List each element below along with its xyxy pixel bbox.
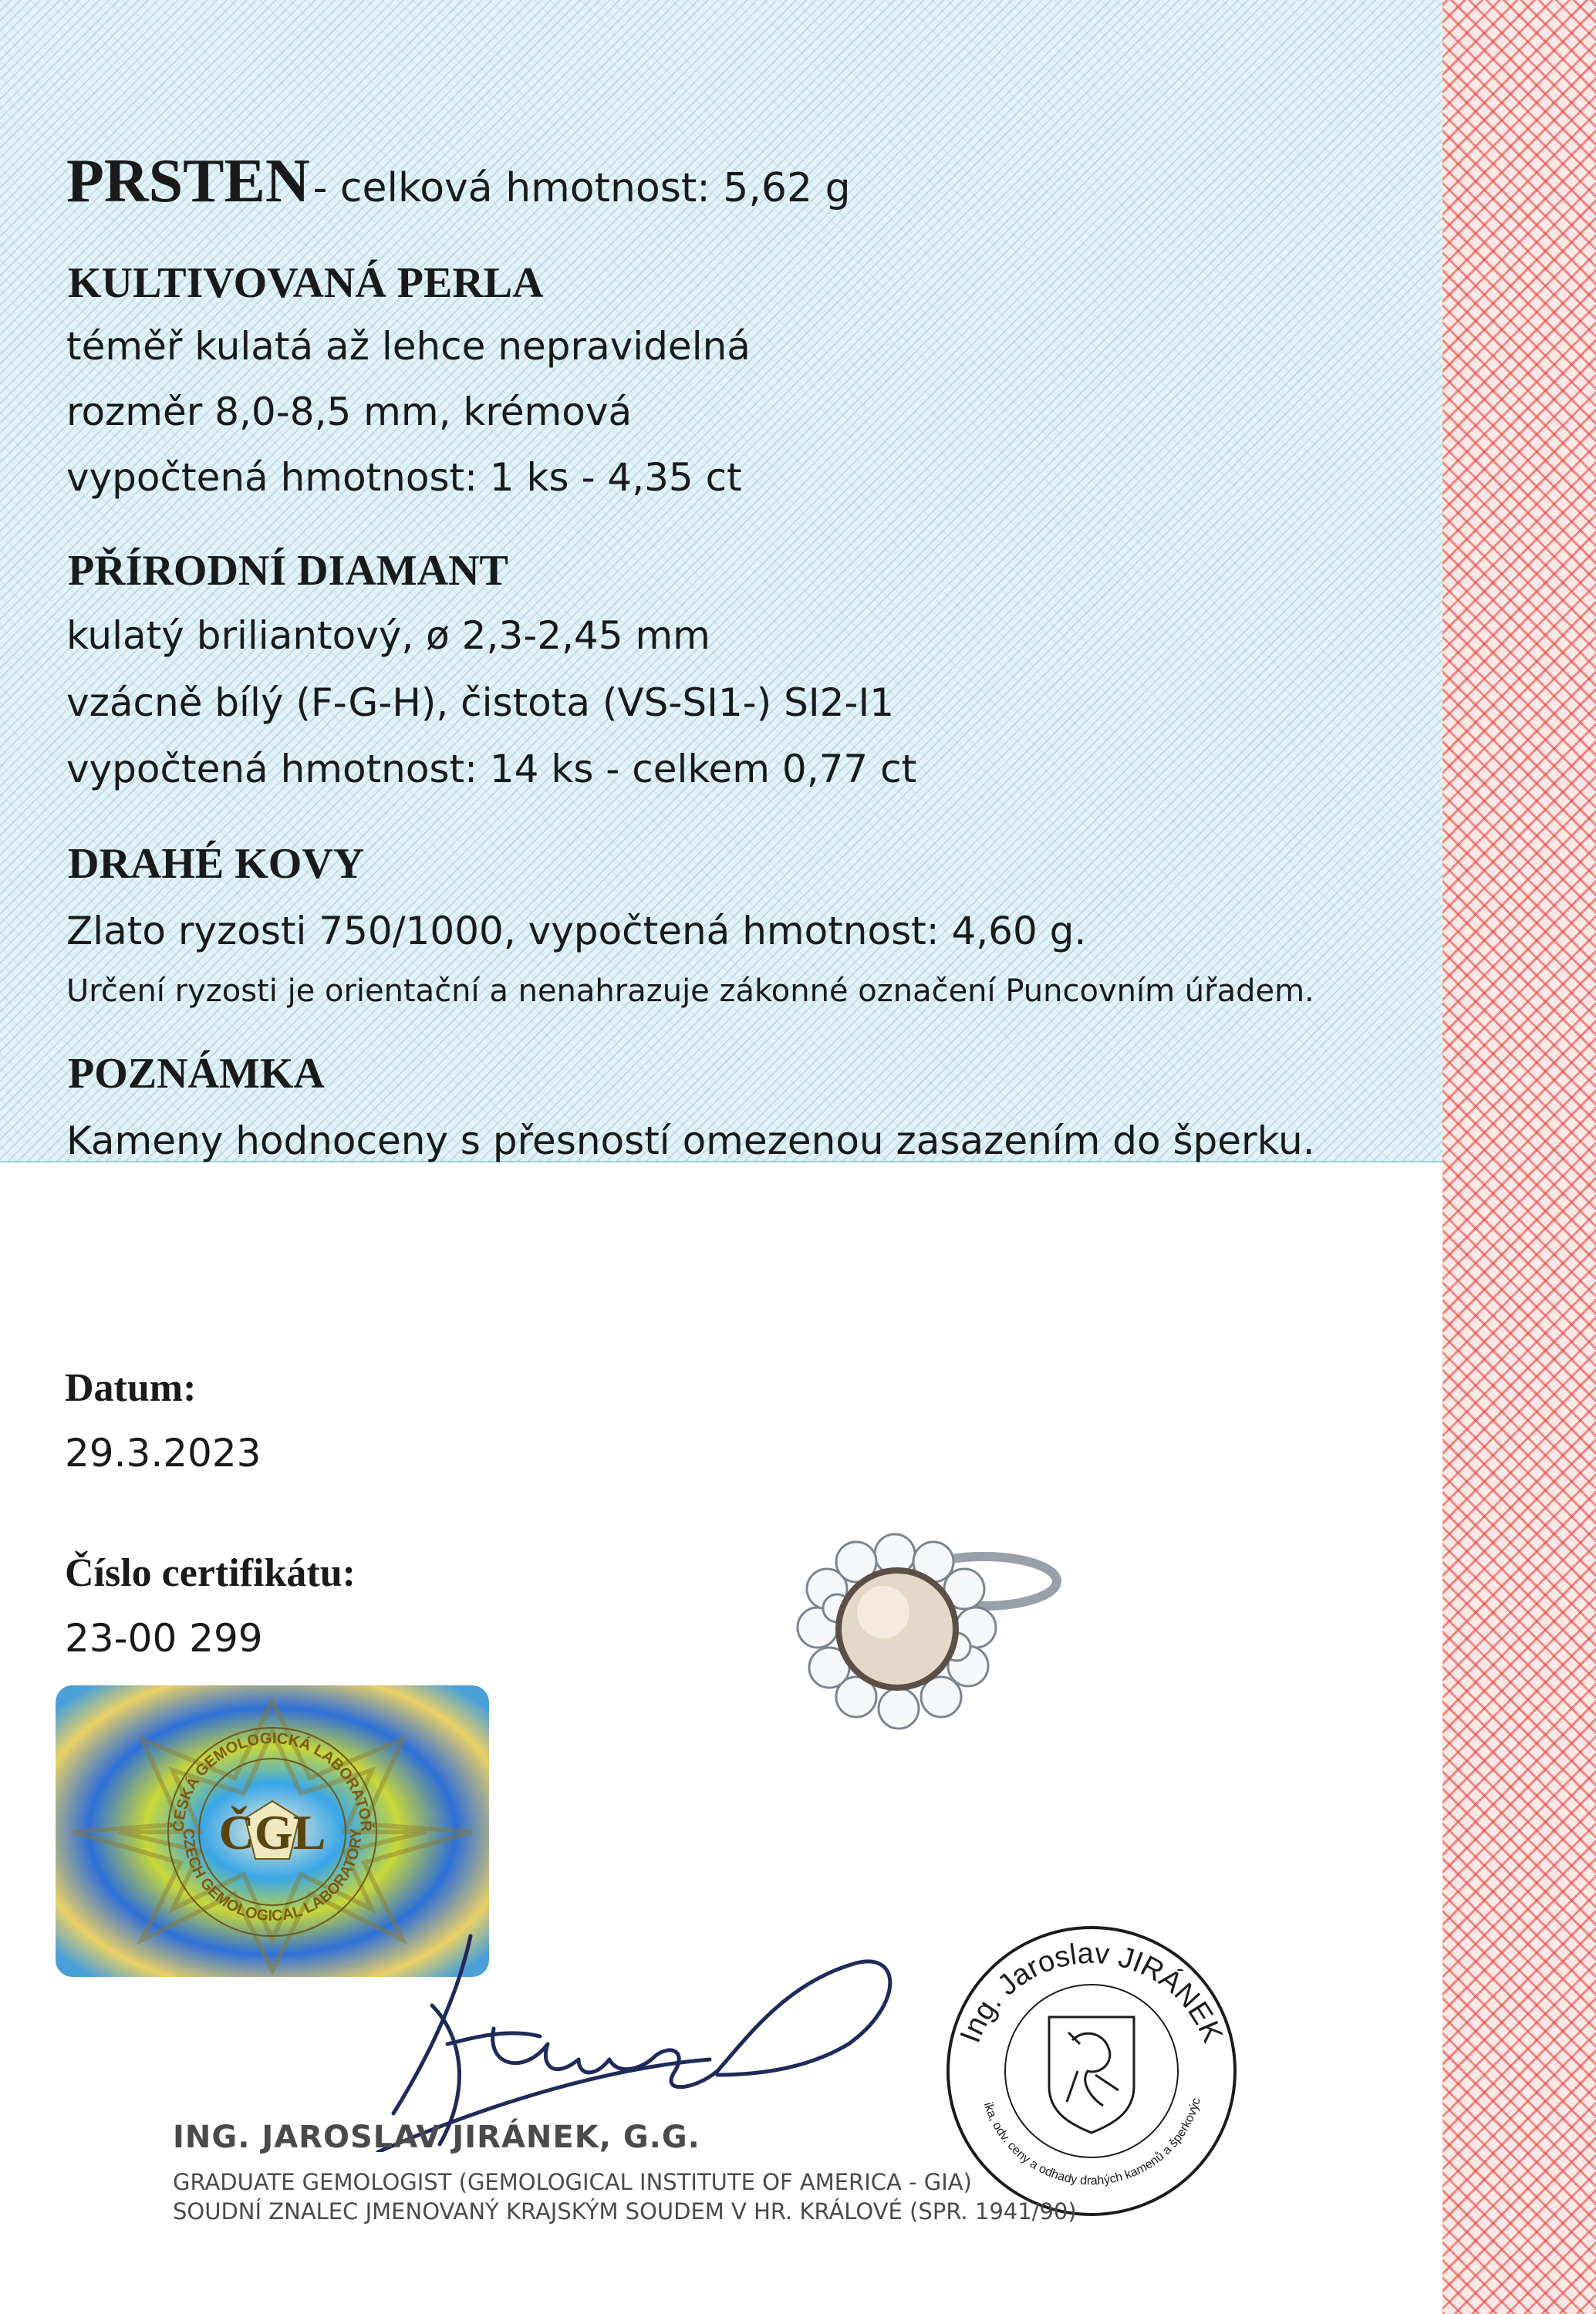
- hologram-text-bottom: CZECH GEMOLOGICAL LABORATORY: [179, 1828, 366, 1925]
- stamp-text: ika, odv. ceny a odhady drahých kamenů a šperkovýc: [980, 2096, 1203, 2188]
- pearl-weight: vypočtená hmotnost: 1 ks - 4,35 ct: [66, 455, 742, 500]
- ring-photo: [741, 1504, 1072, 1782]
- pearl-size: rozměr 8,0-8,5 mm, krémová: [66, 390, 633, 434]
- diamond-cut: kulatý briliantový, ø 2,3-2,45 mm: [66, 613, 710, 658]
- signature: [347, 1921, 933, 2152]
- diamond-heading: PŘÍRODNÍ DIAMANT: [68, 547, 508, 595]
- stamp-name: Ing. Jaroslav JIRÁNEK: [954, 1937, 1229, 2048]
- item-name: PRSTEN: [66, 147, 310, 215]
- diamond-weight: vypočtená hmotnost: 14 ks - celkem 0,77 ct: [66, 747, 917, 791]
- certificate-number: 23-00 299: [65, 1616, 263, 1661]
- signer-credential-court: SOUDNÍ ZNALEC JMENOVANÝ KRAJSKÝM SOUDEM V HR. KRÁLOVÉ (SPR. 1941/90): [173, 2198, 1077, 2225]
- date-label: Datum:: [65, 1366, 197, 1410]
- certificate-label: Číslo certifikátu:: [65, 1551, 356, 1595]
- hologram-text-top: ČESKÁ GEMOLOGICKÁ LABORATOŘ: [170, 1729, 375, 1833]
- metals-note: Určení ryzosti je orientační a nenahrazuje zákonné označení Puncovním úřadem.: [66, 973, 1314, 1009]
- metals-gold: Zlato ryzosti 750/1000, vypočtená hmotnost: 4,60 g.: [66, 909, 1087, 953]
- date-value: 29.3.2023: [65, 1431, 262, 1476]
- remark-heading: POZNÁMKA: [68, 1050, 325, 1098]
- signer-credential-gia: GRADUATE GEMOLOGIST (GEMOLOGICAL INSTITUTE OF AMERICA - GIA): [173, 2169, 972, 2195]
- signer-name: ING. JAROSLAV JIRÁNEK, G.G.: [173, 2120, 700, 2155]
- svg-text:Ing. Jaroslav JIRÁNEK: [954, 1938, 1229, 2047]
- pearl-heading: KULTIVOVANÁ PERLA: [68, 259, 544, 307]
- item-title: [66, 147, 851, 217]
- expert-stamp: [937, 1917, 1246, 2225]
- diamond-color-clarity: vzácně bílý (F-G-H), čistota (VS-SI1-) SI2-I1: [66, 680, 895, 725]
- hologram-logo: ČGL: [218, 1805, 326, 1860]
- remark-text: Kameny hodnoceny s přesností omezenou zasazením do šperku.: [66, 1118, 1315, 1163]
- lion-emblem-icon: [1049, 2017, 1134, 2133]
- security-border: [1442, 0, 1596, 2314]
- pearl-shape: téměř kulatá až lehce nepravidelná: [66, 324, 751, 369]
- metals-heading: DRAHÉ KOVY: [68, 840, 365, 888]
- item-weight: - celková hmotnost: 5,62 g: [312, 165, 851, 211]
